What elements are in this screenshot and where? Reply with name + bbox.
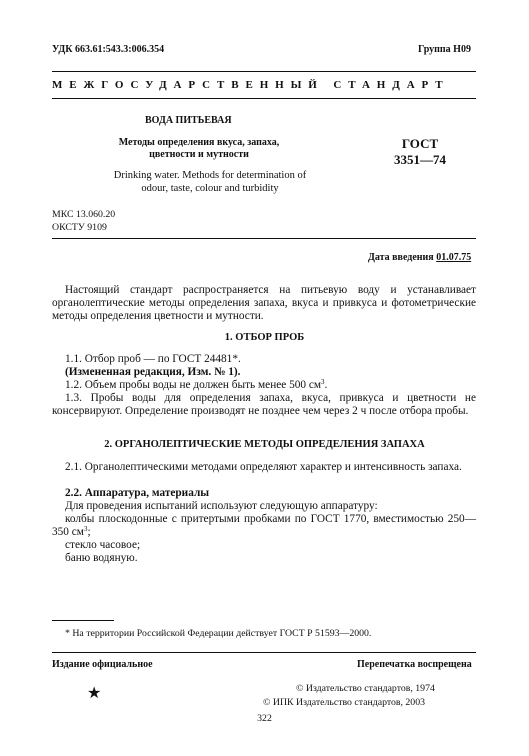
copyright-2003: © ИПК Издательство стандартов, 2003 [263,697,426,708]
english-title-line-1: Drinking water. Methods for determination of [113,170,307,181]
clause-1-1-edit-note: (Измененная редакция, Изм. № 1). [65,366,241,378]
equipment-item-water-bath: баню водяную. [65,552,138,564]
footnote: * На территории Российской Федерации действует ГОСТ Р 51593—2000. [65,628,372,639]
intro-date-value: 01.07.75 [436,252,472,263]
equipment-item-watch-glass: стекло часовое; [65,539,141,551]
subtitle-line-2: цветности и мутности [149,149,249,160]
intro-date [368,252,471,263]
equipment-item-flasks-sup: 3 [83,525,88,534]
reprint-prohibited: Перепечатка воспрещена [357,659,472,670]
clause-1-2-end: . [324,379,328,391]
section-1-heading: 1. ОТБОР ПРОБ [224,332,305,343]
clause-2-2-heading: 2.2. Аппаратура, материалы [65,487,210,499]
star-icon: ★ [87,683,102,702]
clause-1-3: 1.3. Пробы воды для определения запаха, вкуса, привкуса и цветности не консервируют. Определение производят не позднее чем через 2 ч после отбора пробы. [52,392,476,418]
clause-1-2-sup: 3 [321,378,325,386]
standard-type: МЕЖГОСУДАРСТВЕННЫЙ СТАНДАРТ [52,79,450,91]
clause-1-1: 1.1. Отбор проб — по ГОСТ 24481*. [65,353,241,365]
gost-label: ГОСТ [401,136,439,151]
page-number: 322 [257,713,272,724]
top-rule [52,71,476,72]
document-title: ВОДА ПИТЬЕВАЯ [145,115,232,126]
mks-code: МКС 13.060.20 [52,209,116,220]
subtitle-line-1: Методы определения вкуса, запаха, [118,137,280,148]
english-title-line-2: odour, taste, colour and turbidity [141,183,279,194]
clause-2-1: 2.1. Органолептическими методами определяют характер и интенсивность запаха. [65,461,462,473]
official-edition: Издание официальное [52,659,153,670]
equipment-item-flasks-end: ; [87,526,91,539]
udk-code: УДК 663.61:543.3:006.354 [52,44,165,55]
clause-2-2-lead: Для проведения испытаний используют следующую аппаратуру: [65,500,378,512]
section-2-heading: 2. ОРГАНОЛЕПТИЧЕСКИЕ МЕТОДЫ ОПРЕДЕЛЕНИЯ ЗАПАХА [104,439,425,450]
standard-type-rule [52,98,476,99]
copyright-1974: © Издательство стандартов, 1974 [296,683,435,694]
group-code: Группа Н09 [418,44,471,55]
clause-1-2-text: 1.2. Объем пробы воды не должен быть менее 500 см [65,379,322,391]
footnote-rule [52,620,114,621]
clause-1-2 [65,379,327,392]
intro-paragraph: Настоящий стандарт распространяется на питьевую воду и устанавливает органолептические методы определения запаха, вкуса и привкуса и фотометрические методы определения цветности и мутности. [52,284,476,323]
codes-rule [52,238,476,239]
okstu-code: ОКСТУ 9109 [52,222,107,233]
equipment-item-flasks [52,513,476,539]
gost-number: 3351—74 [394,152,446,167]
intro-date-label: Дата введения [368,252,434,263]
footer-rule [52,652,476,653]
equipment-item-flasks-text: колбы плоскодонные с притертыми пробками по ГОСТ 1770, вместимостью 250—350 см [52,513,476,539]
